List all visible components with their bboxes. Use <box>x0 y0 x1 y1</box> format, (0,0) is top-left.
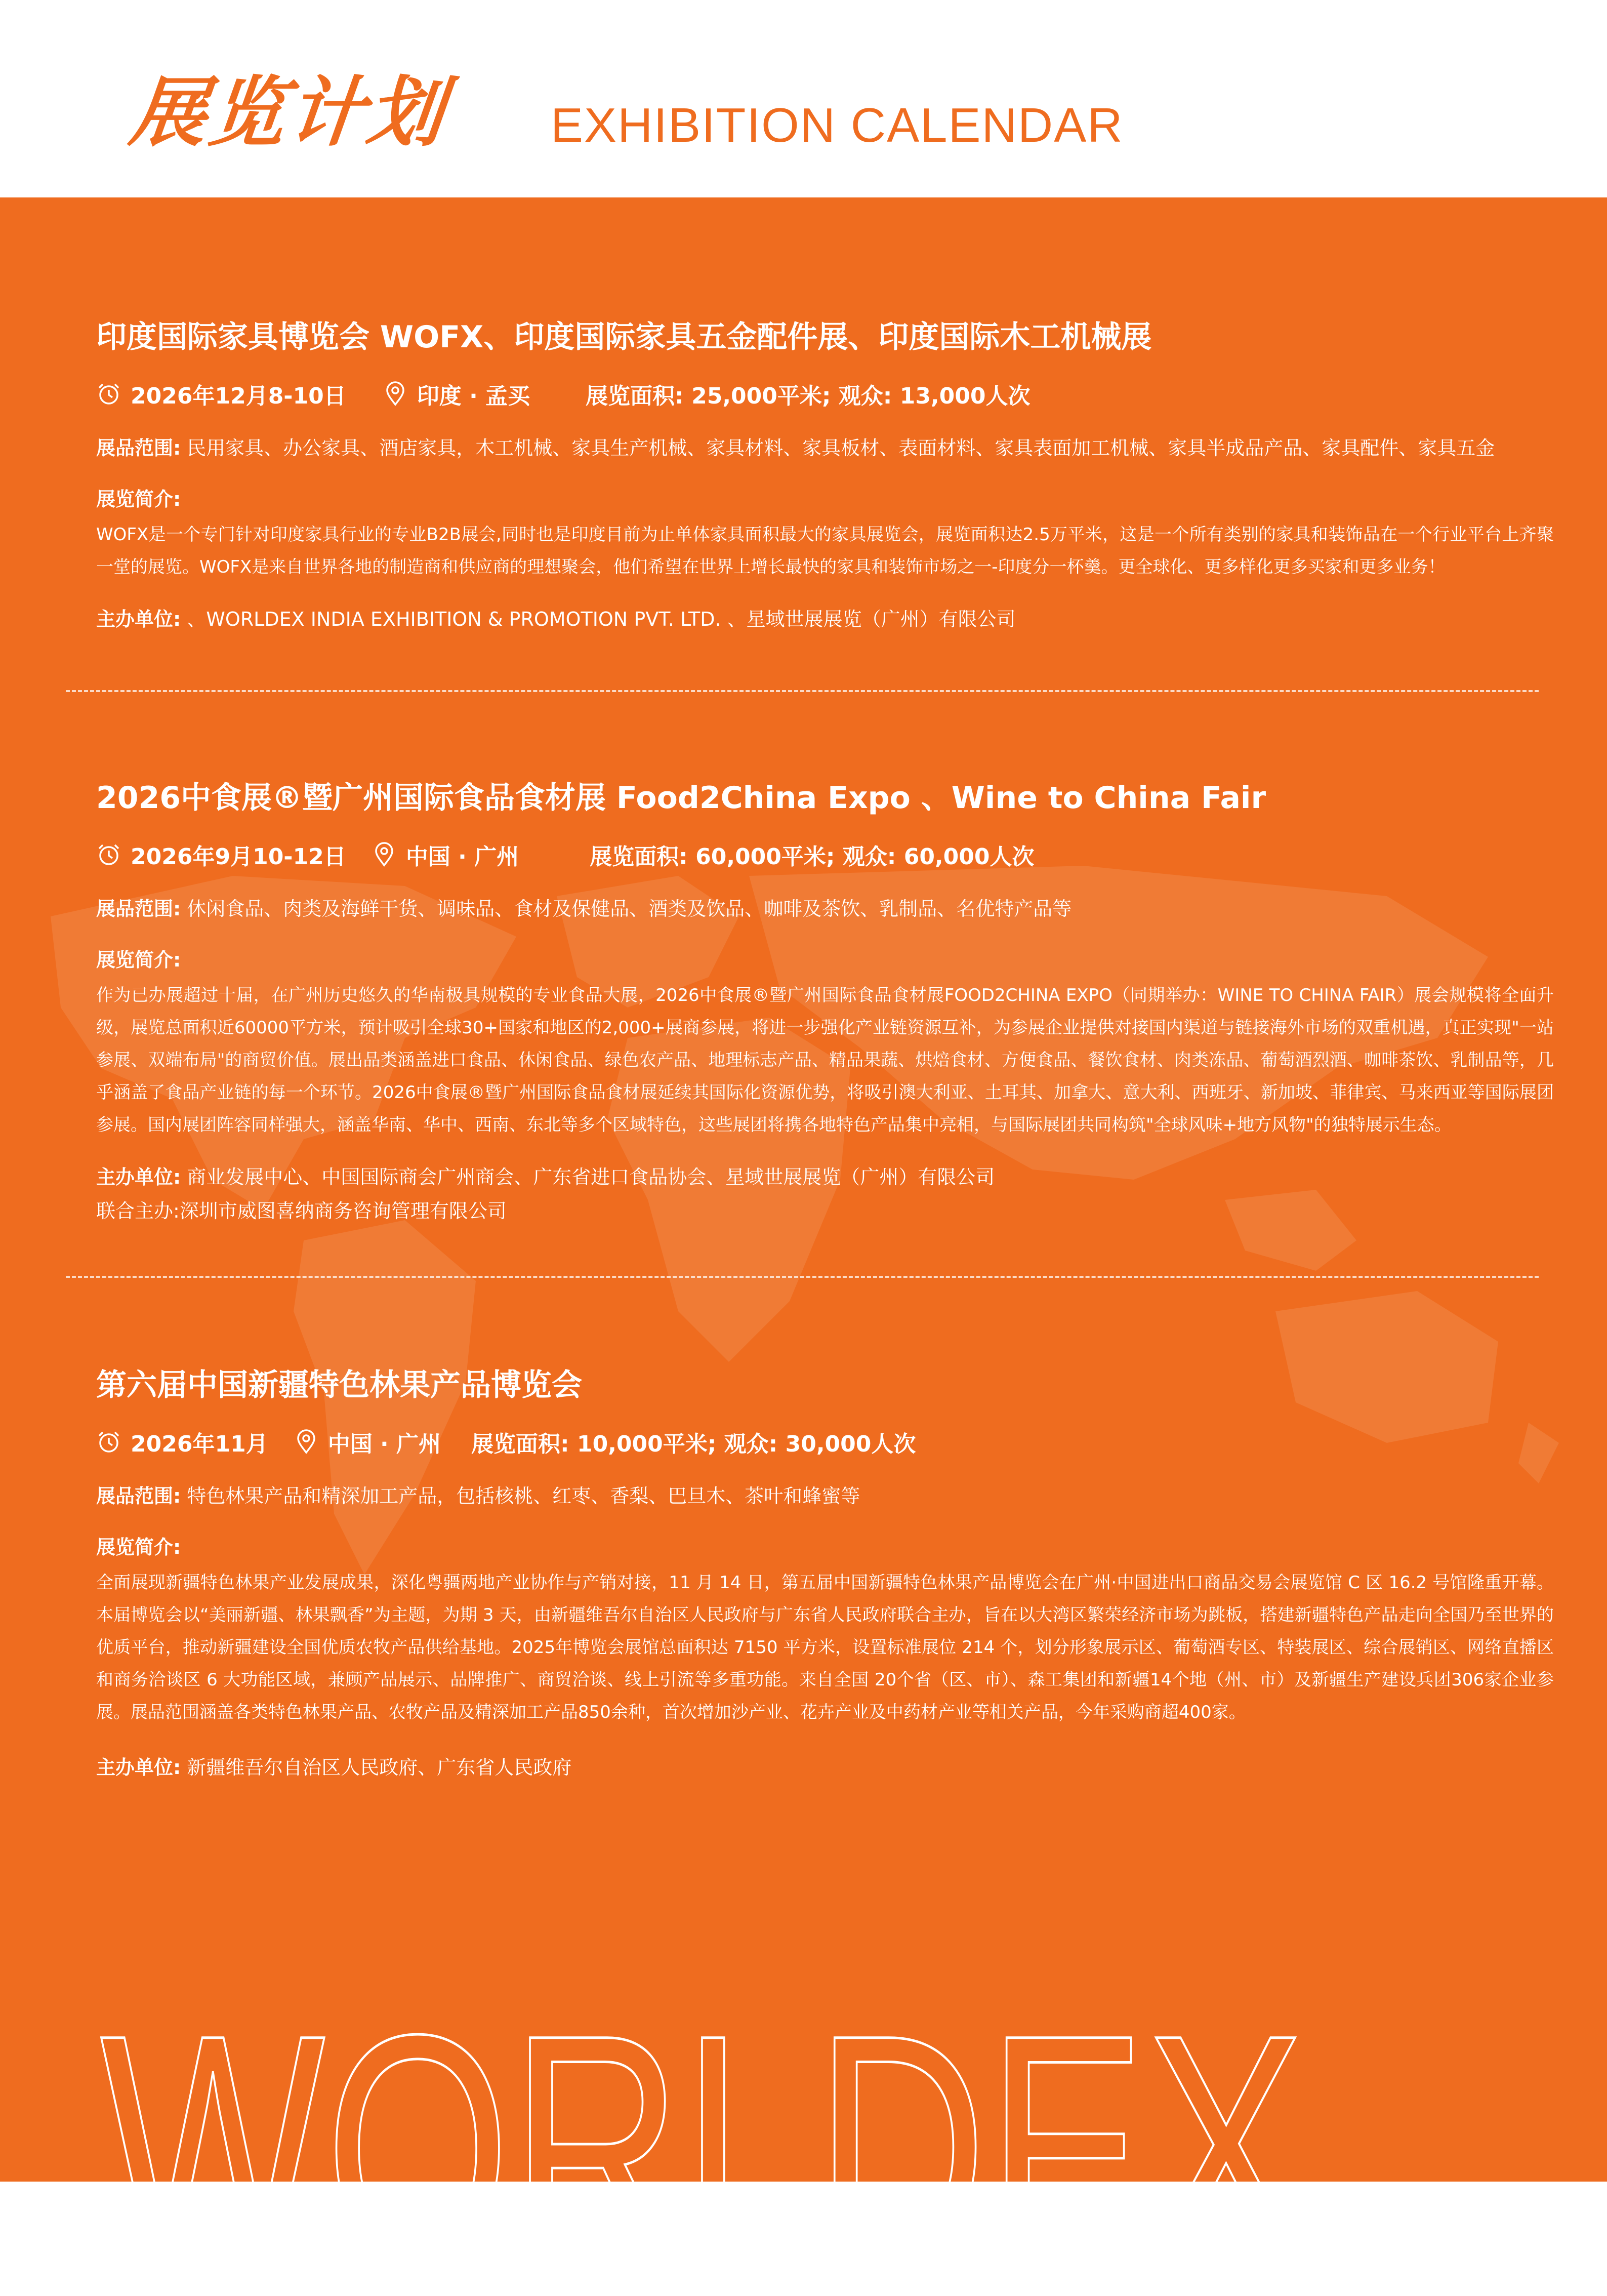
co-organizer-label: 联合主办: <box>96 1200 180 1222</box>
exhibition-location: 中国 · 广州 <box>405 844 519 870</box>
exhibit-range-text: 特色林果产品和精深加工产品，包括核桃、红枣、香梨、巴旦木、茶叶和蜂蜜等 <box>187 1485 860 1507</box>
exhibit-range <box>96 432 1554 460</box>
page-title-en: EXHIBITION CALENDAR <box>551 98 1124 152</box>
alarm-clock-icon <box>96 1429 121 1455</box>
exhibition-meta <box>96 379 1554 409</box>
exhibition-meta <box>96 839 1554 870</box>
intro-text: 全面展现新疆特色林果产业发展成果，深化粤疆两地产业协作与产销对接，11 月 14 日，第五届中国新疆特色林果产品博览会在广州·中国进出口商品交易会展览馆 C 区 16.2 号馆隆重开幕。本届博览会以“美丽新疆、林果飘香”为主题，为期 3 天，由新疆维吾尔自治区人民政府与广东省人民政府联合主办，旨在以大湾区繁荣经济市场为跳板，搭建新疆特色产品走向全国乃至世界的优质平台，推动新疆建设全国优质农牧产品供给基地。2025年博览会展馆总面积达 7150 平方米，设置标准展位 214 个，划分形象展示区、葡萄酒专区、特装展区、综合展销区、网络直播区和商务洽谈区 6 大功能区域，兼顾产品展示、品牌推广、商贸洽谈、线上引流等多重功能。来自全国 20个省（区、市）、森工集团和新疆14个地（州、市）及新疆生产建设兵团306家企业参展。展品范围涵盖各类特色林果产品、农牧产品及精深加工产品850余种，首次增加沙产业、花卉产业及中药材产业等相关产品，今年采购商超400家。 <box>96 1573 1554 1722</box>
exhibition-section-1 <box>96 319 1554 631</box>
exhibition-location: 中国 · 广州 <box>327 1431 441 1457</box>
organizer-label: 主办单位: <box>96 608 181 630</box>
exhibition-date: 2026年11月 <box>131 1431 268 1457</box>
section-divider <box>66 690 1539 692</box>
exhibition-stats: 展览面积: 60,000平米; 观众: 60,000人次 <box>590 844 1035 870</box>
organizer-label: 主办单位: <box>96 1166 181 1188</box>
location-pin-icon <box>372 842 397 867</box>
intro-label: 展览简介: <box>96 1536 181 1558</box>
organizer-text: 新疆维吾尔自治区人民政府、广东省人民政府 <box>187 1756 572 1779</box>
exhibit-range-text: 休闲食品、肉类及海鲜干货、调味品、食材及保健品、酒类及饮品、咖啡及茶饮、乳制品、名优特产品等 <box>187 898 1072 920</box>
organizer-text: 、WORLDEX INDIA EXHIBITION & PROMOTION PVT. LTD. 、星域世展展览（广州）有限公司 <box>187 608 1016 630</box>
exhibit-range <box>96 893 1554 921</box>
calendar-panel <box>0 197 1607 2296</box>
exhibit-range-text: 民用家具、办公家具、酒店家具，木工机械、家具生产机械、家具材料、家具板材、表面材料、家具表面加工机械、家具半成品产品、家具配件、家具五金 <box>187 437 1495 459</box>
alarm-clock-icon <box>96 842 121 867</box>
worldex-watermark-text: WORLDEX <box>100 1967 1305 2296</box>
worldex-watermark <box>100 1967 1315 2296</box>
exhibition-section-2 <box>96 780 1554 1223</box>
alarm-clock-icon <box>96 381 121 407</box>
exhibition-section-3 <box>96 1367 1554 1780</box>
co-organizer <box>96 1195 1554 1223</box>
exhibit-range <box>96 1480 1554 1508</box>
intro-label: 展览简介: <box>96 949 181 971</box>
co-organizer-text: 深圳市威图喜纳商务咨询管理有限公司 <box>179 1200 507 1222</box>
exhibition-date: 2026年9月10-12日 <box>131 844 346 870</box>
exhibit-range-label: 展品范围: <box>96 1485 181 1507</box>
organizer <box>96 1161 1554 1189</box>
exhibition-stats: 展览面积: 25,000平米; 观众: 13,000人次 <box>586 383 1031 409</box>
exhibit-range-label: 展品范围: <box>96 437 181 459</box>
organizer <box>96 1752 1554 1780</box>
exhibition-title: 第六届中国新疆特色林果产品博览会 <box>96 1367 582 1403</box>
exhibition-title: 2026中食展®暨广州国际食品食材展 Food2China Expo 、Wine to China Fair <box>96 780 1266 816</box>
page-title-cn: 展览计划 <box>126 69 451 157</box>
section-divider <box>66 1276 1539 1278</box>
organizer-text: 商业发展中心、中国国际商会广州商会、广东省进口食品协会、星域世展展览（广州）有限公司 <box>187 1166 995 1188</box>
location-pin-icon <box>294 1429 319 1455</box>
organizer <box>96 603 1554 631</box>
location-pin-icon <box>383 381 408 407</box>
intro-text: 作为已办展超过十届，在广州历史悠久的华南极具规模的专业食品大展，2026中食展®暨广州国际食品食材展FOOD2CHINA EXPO（同期举办：WINE TO CHINA FAIR）展会规模将全面升级，展览总面积近60000平方米，预计吸引全球30+国家和地区的2,000+展商参展，将进一步强化产业链资源互补，为参展企业提供对接国内渠道与链接海外市场的双重机遇，真正实现"一站参展、双端布局"的商贸价值。展出品类涵盖进口食品、休闲食品、绿色农产品、地理标志产品、精品果蔬、烘焙食材、方便食品、餐饮食材、肉类冻品、葡萄酒烈酒、咖啡茶饮、乳制品等，几乎涵盖了食品产业链的每一个环节。2026中食展®暨广州国际食品食材展延续其国际化资源优势，将吸引澳大利亚、土耳其、加拿大、意大利、西班牙、新加坡、菲律宾、马来西亚等国际展团参展。国内展团阵容同样强大，涵盖华南、华中、西南、东北等多个区域特色，这些展团将携各地特色产品集中亮相，与国际展团共同构筑"全球风味+地方风物"的独特展示生态。 <box>96 985 1554 1135</box>
organizer-label: 主办单位: <box>96 1756 181 1779</box>
exhibition-title: 印度国际家具博览会 WOFX、印度国际家具五金配件展、印度国际木工机械展 <box>96 319 1152 355</box>
intro-label: 展览简介: <box>96 488 181 510</box>
exhibition-meta <box>96 1427 1554 1457</box>
page-header <box>0 0 1607 197</box>
exhibition-location: 印度 · 孟买 <box>417 383 530 409</box>
exhibit-range-label: 展品范围: <box>96 898 181 920</box>
exhibition-stats: 展览面积: 10,000平米; 观众: 30,000人次 <box>471 1431 916 1457</box>
intro-text: WOFX是一个专门针对印度家具行业的专业B2B展会,同时也是印度目前为止单体家具面积最大的家具展览会，展览面积达2.5万平米，这是一个所有类别的家具和装饰品在一个行业平台上齐聚一堂的展览。WOFX是来自世界各地的制造商和供应商的理想聚会，他们希望在世界上增长最快的家具和装饰市场之一-印度分一杯羹。更全球化、更多样化更多买家和更多业务！ <box>96 525 1554 577</box>
exhibition-date: 2026年12月8-10日 <box>131 383 346 409</box>
